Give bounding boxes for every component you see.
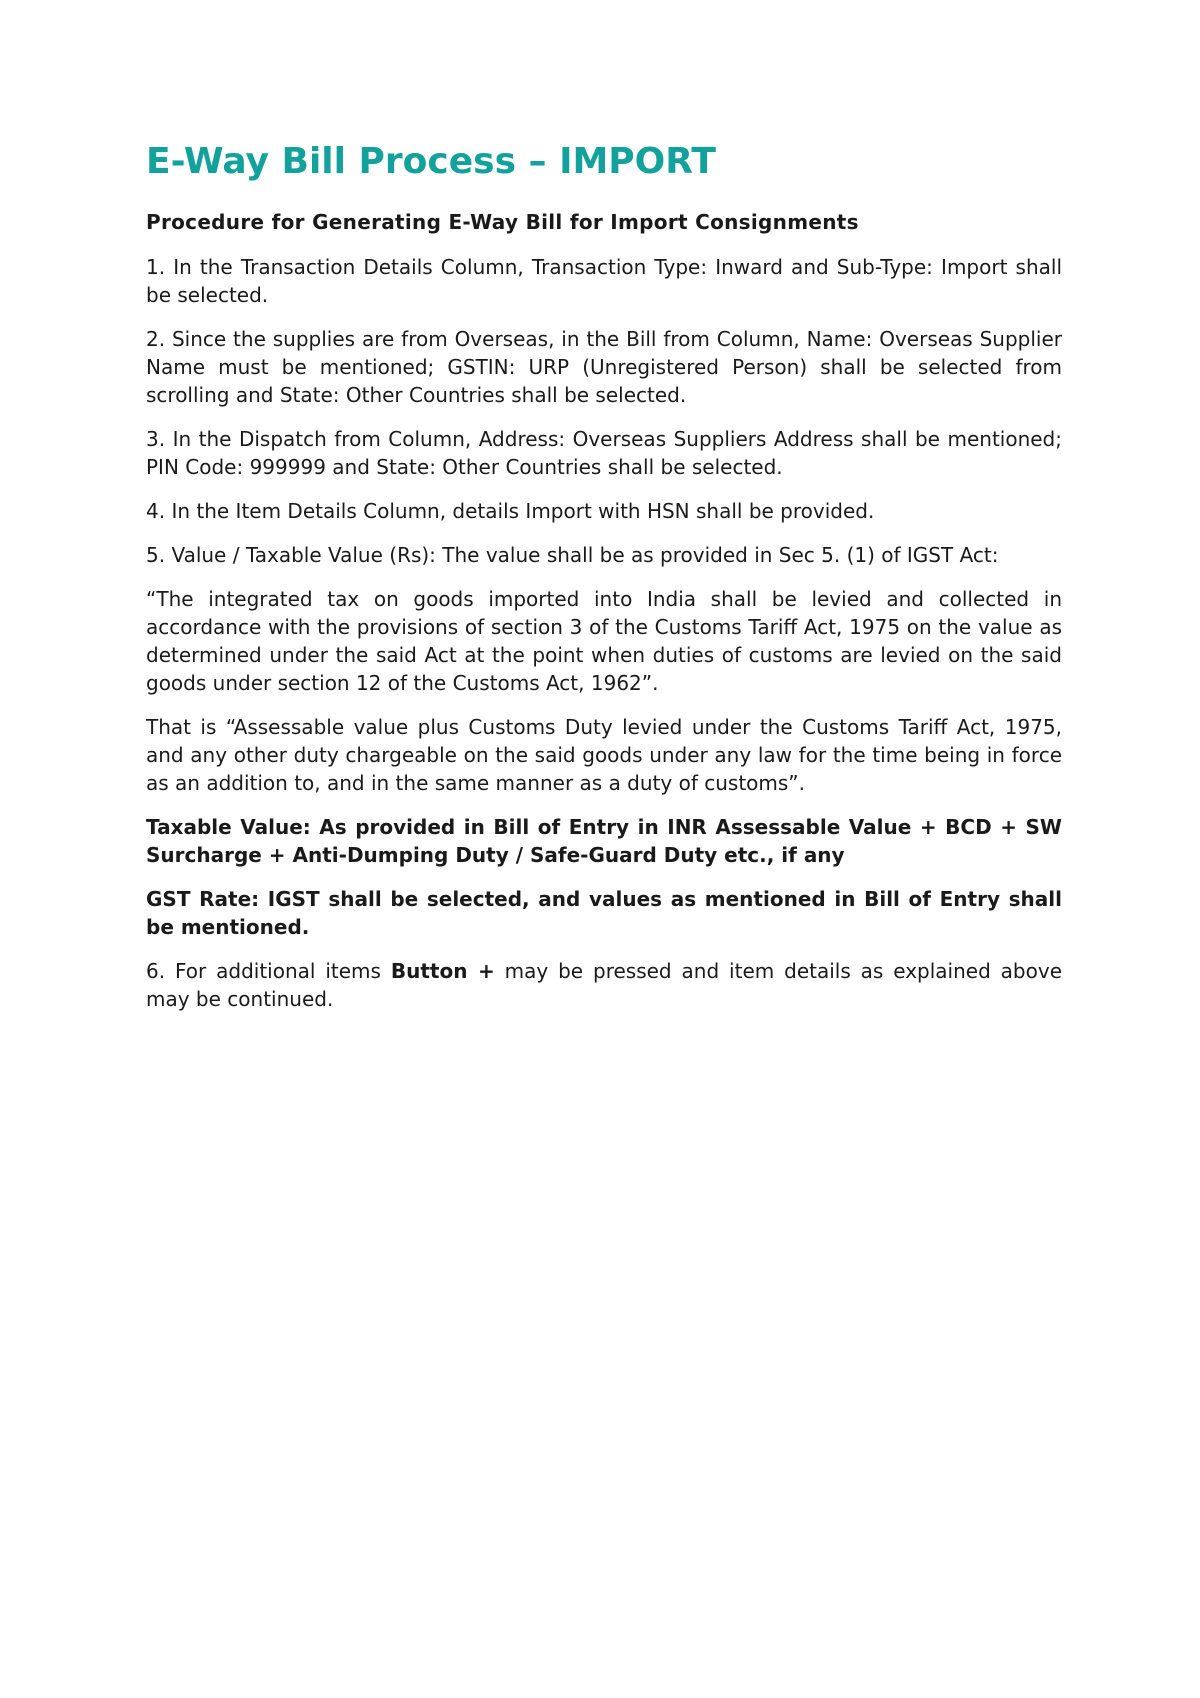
step-5-paragraph: 5. Value / Taxable Value (Rs): The value shall be as provided in Sec 5. (1) of IGST Act: — [146, 543, 999, 568]
step-6-suffix: may be pressed and item details as explained above may be continued. — [146, 959, 1063, 1012]
gst-rate-note: GST Rate: IGST shall be selected, and values as mentioned in Bill of Entry shall be mentioned. — [146, 887, 1062, 940]
igst-act-quote: “The integrated tax on goods imported into India shall be levied and collected in accordance with the provisions of section 3 of the Customs Tariff Act, 1975 on the value as determined under the said Act at the point when duties of customs are levied on the said goods under section 12 of the Customs Act, 1962”. — [146, 587, 1062, 696]
document-subtitle: Procedure for Generating E-Way Bill for Import Consignments — [146, 210, 859, 235]
step-6-prefix: 6. For additional items — [146, 959, 391, 984]
step-6-paragraph — [146, 957, 1062, 1013]
page-title: E-Way Bill Process – IMPORT — [146, 141, 716, 182]
button-plus-text: Button + — [390, 959, 495, 984]
document-page — [146, 140, 1062, 1029]
assessable-value-explanation: That is “Assessable value plus Customs Duty levied under the Customs Tariff Act, 1975, and any other duty chargeable on the said goods under any law for the time being in force as an addition to, and in the same manner as a duty of customs”. — [146, 715, 1062, 796]
step-3-paragraph: 3. In the Dispatch from Column, Address: Overseas Suppliers Address shall be mentioned; PIN Code: 999999 and State: Other Countries shall be selected. — [146, 427, 1062, 480]
step-2-paragraph: 2. Since the supplies are from Overseas, in the Bill from Column, Name: Overseas Supplier Name must be mentioned; GSTIN: URP (Unregistered Person) shall be selected from scrolling and State: Other Countries shall be selected. — [146, 327, 1062, 408]
taxable-value-note: Taxable Value: As provided in Bill of Entry in INR Assessable Value + BCD + SW Surcharge + Anti-Dumping Duty / Safe-Guard Duty etc., if any — [146, 815, 1062, 868]
step-1-paragraph: 1. In the Transaction Details Column, Transaction Type: Inward and Sub-Type: Import shall be selected. — [146, 255, 1062, 308]
step-4-paragraph: 4. In the Item Details Column, details Import with HSN shall be provided. — [146, 499, 875, 524]
